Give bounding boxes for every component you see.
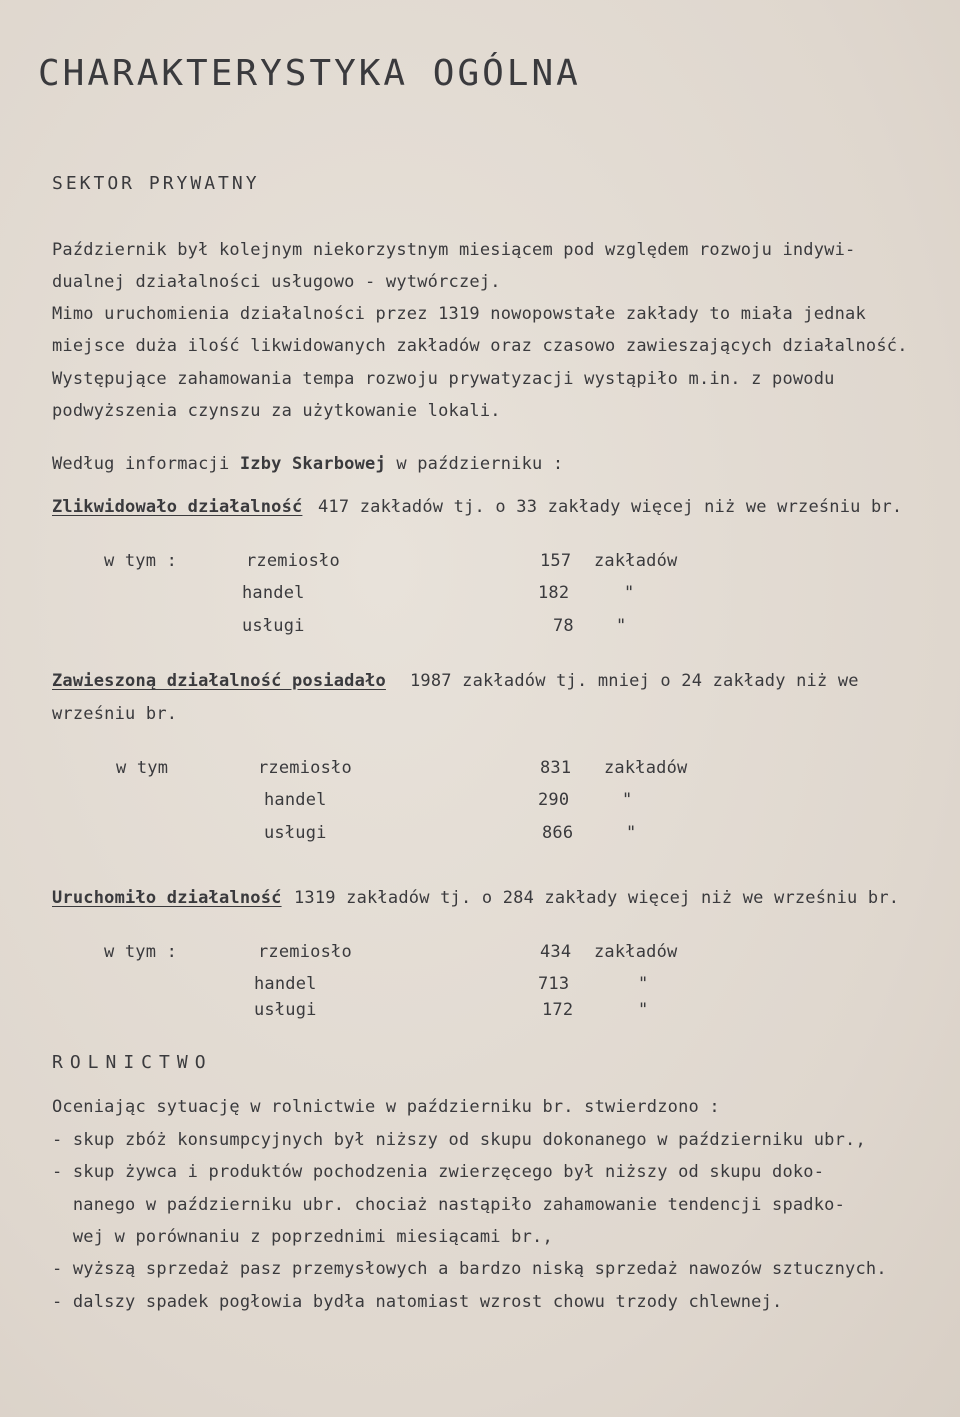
suspended-row-name: usługi [264, 823, 327, 843]
suspended-row-value: 866 [542, 823, 574, 843]
agriculture-line-3: - skup żywca i produktów pochodzenia zwierzęcego był niższy od skupu doko- [52, 1162, 825, 1182]
liquidated-row-value: 182 [538, 583, 570, 603]
suspended-row-value: 831 [540, 758, 572, 778]
suspended-row-value: 290 [538, 790, 570, 810]
liquidated-summary: 417 zakładów tj. o 33 zakłady więcej niż we wrześniu br. [318, 497, 903, 517]
agriculture-line-4: nanego w październiku ubr. chociaż nastąpiło zahamowanie tendencji spadko- [52, 1195, 846, 1215]
intro-line-2: dualnej działalności usługowo - wytwórczej. [52, 272, 501, 292]
suspended-prefix: w tym [116, 758, 169, 778]
suspended-summary-line2: wrześniu br. [52, 704, 178, 724]
intro-line-4: miejsce duża ilość likwidowanych zakładów oraz czasowo zawieszających działalność. [52, 336, 908, 356]
suspended-row-unit: " [622, 790, 633, 810]
liquidated-prefix: w tym : [104, 551, 178, 571]
suspended-row-unit: " [626, 823, 637, 843]
liquidated-row-name: handel [242, 583, 305, 603]
agriculture-line-7: - dalszy spadek pogłowia bydła natomiast wzrost chowu trzody chlewnej. [52, 1292, 783, 1312]
agriculture-line-1: Oceniając sytuację w rolnictwie w październiku br. stwierdzono : [52, 1097, 720, 1117]
started-row-value: 172 [542, 1000, 574, 1020]
started-row-value: 434 [540, 942, 572, 962]
started-row-value: 713 [538, 974, 570, 994]
suspended-label: Zawieszoną działalność posiadało [52, 671, 386, 691]
intro-line-6: podwyższenia czynszu za użytkowanie lokali. [52, 401, 501, 421]
liquidated-row-unit: " [616, 616, 627, 636]
started-label: Uruchomiło działalność [52, 888, 282, 908]
started-row-unit: " [638, 1000, 649, 1020]
started-summary: 1319 zakładów tj. o 284 zakłady więcej niż we wrześniu br. [294, 888, 900, 908]
liquidated-row-unit: " [624, 583, 635, 603]
agriculture-line-2: - skup zbóż konsumpcyjnych był niższy od skupu dokonanego w październiku ubr., [52, 1130, 866, 1150]
section-heading-private-sector: SEKTOR PRYWATNY [52, 173, 260, 194]
suspended-summary: 1987 zakładów tj. mniej o 24 zakłady niż we [410, 671, 859, 691]
intro-line-1: Październik był kolejnym niekorzystnym miesiącem pod względem rozwoju indywi- [52, 240, 856, 260]
source-institution: Izby Skarbowej [239, 454, 386, 474]
liquidated-row-value: 157 [540, 551, 572, 571]
started-row-name: handel [254, 974, 317, 994]
liquidated-row-name: usługi [242, 616, 305, 636]
liquidated-row-value: 78 [553, 616, 574, 636]
liquidated-row-unit: zakładów [594, 551, 678, 571]
suspended-row-name: handel [264, 790, 327, 810]
page-title: CHARAKTERYSTYKA OGÓLNA [38, 53, 581, 94]
source-suffix: w październiku : [385, 454, 564, 474]
started-row-name: usługi [254, 1000, 317, 1020]
source-prefix: Według informacji [52, 454, 240, 474]
agriculture-line-5: wej w porównaniu z poprzednimi miesiącami br., [52, 1227, 553, 1247]
source-line [52, 454, 563, 474]
started-row-unit: " [638, 974, 649, 994]
section-heading-agriculture: ROLNICTWO [52, 1052, 213, 1073]
agriculture-line-6: - wyższą sprzedaż pasz przemysłowych a bardzo niską sprzedaż nawozów sztucznych. [52, 1259, 887, 1279]
liquidated-label: Zlikwidowało działalność [52, 497, 303, 517]
started-prefix: w tym : [104, 942, 178, 962]
suspended-row-name: rzemiosło [258, 758, 352, 778]
liquidated-row-name: rzemiosło [246, 551, 340, 571]
intro-line-3: Mimo uruchomienia działalności przez 1319 nowopowstałe zakłady to miała jednak [52, 304, 866, 324]
started-row-unit: zakładów [594, 942, 678, 962]
suspended-row-unit: zakładów [604, 758, 688, 778]
started-row-name: rzemiosło [258, 942, 352, 962]
intro-line-5: Występujące zahamowania tempa rozwoju prywatyzacji wystąpiło m.in. z powodu [52, 369, 835, 389]
